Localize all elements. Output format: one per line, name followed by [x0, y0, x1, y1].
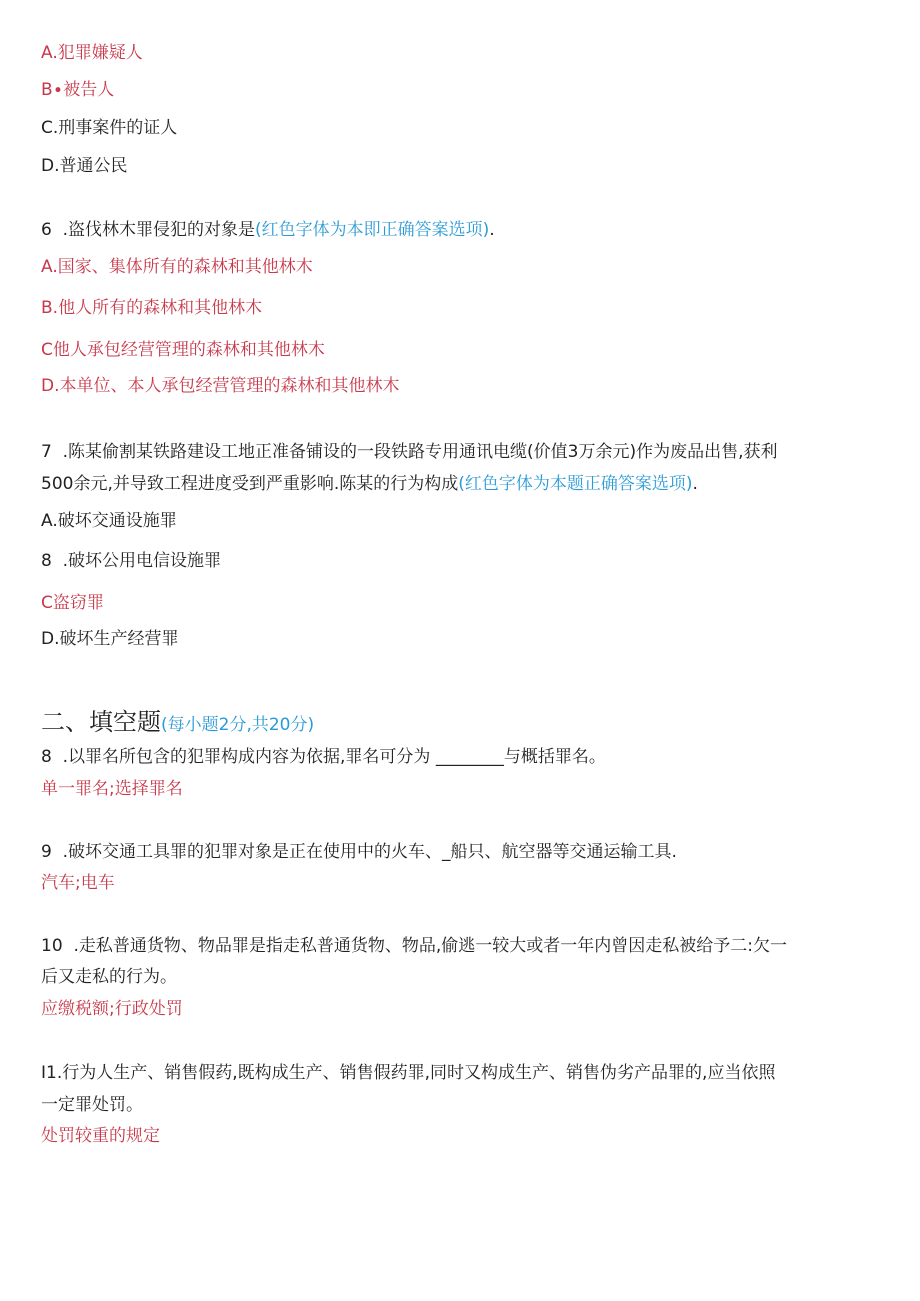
q7-stem-end: . [692, 474, 698, 494]
q6-stem-end: . [489, 220, 495, 240]
q7-option-d: D.破坏生产经营罪 [41, 629, 179, 649]
q5-option-b: B∙被告人 [41, 80, 115, 100]
q7-option-a: A.破坏交通设施罪 [41, 511, 177, 531]
q6-answer-note: (红色字体为本即正确答案选项) [255, 220, 490, 240]
q6-option-c: C他人承包经营管理的森林和其他林木 [41, 340, 325, 360]
fill-10-answer: 应缴税额;行政处罚 [41, 999, 183, 1019]
fill-11-answer: 处罚较重的规定 [41, 1126, 160, 1146]
q7-stem-text: 500余元,并导致工程进度受到严重影响.陈某的行为构成 [41, 474, 459, 494]
q7-answer-note: (红色字体为本题正确答案选项) [458, 474, 693, 494]
q5-option-d: D.普通公民 [41, 156, 128, 176]
fill-11-question-line2: 一定罪处罚。 [41, 1095, 143, 1115]
fill-11-question-line1: I1.行为人生产、销售假药,既构成生产、销售假药罪,同时又构成生产、销售伪劣产品罪的,应当依照 [41, 1063, 776, 1083]
q6-option-d: D.本单位、本人承包经营管理的森林和其他林木 [41, 376, 400, 396]
fill-10-question-line2: 后又走私的行为。 [41, 967, 177, 987]
q7-stem-line2 [41, 472, 698, 496]
section-heading [41, 707, 314, 740]
section-score-note: (每小题2分,共20分) [161, 715, 315, 735]
fill-9-answer: 汽车;电车 [41, 873, 115, 893]
fill-8-answer: 单一罪名;选择罪名 [41, 779, 183, 799]
q5-option-c: C.刑事案件的证人 [41, 118, 178, 138]
fill-8-question: 8 .以罪名所包含的犯罪构成内容为依据,罪名可分为 ________与概括罪名。 [41, 747, 606, 767]
q6-option-b: B.他人所有的森林和其他林木 [41, 298, 263, 318]
section-title: 二、填空题 [41, 708, 161, 736]
fill-9-question: 9 .破坏交通工具罪的犯罪对象是正在使用中的火车、_船只、航空器等交通运输工具. [41, 842, 677, 862]
q6-stem-text: 6 .盗伐林木罪侵犯的对象是 [41, 220, 256, 240]
fill-10-question-line1: 10 .走私普通货物、物品罪是指走私普通货物、物品,偷逃一较大或者一年内曾因走私被给予二:欠一 [41, 936, 787, 956]
q6-option-a: A.国家、集体所有的森林和其他林木 [41, 257, 313, 277]
q7-option-c: C盗窃罪 [41, 593, 104, 613]
q7-option-b: 8 .破坏公用电信设施罪 [41, 551, 222, 571]
q7-stem-line1: 7 .陈某偷割某铁路建设工地正准备铺设的一段铁路专用通讯电缆(价值3万余元)作为废品出售,获利 [41, 442, 778, 462]
q5-option-a: A.犯罪嫌疑人 [41, 43, 143, 63]
q6-stem [41, 218, 495, 242]
